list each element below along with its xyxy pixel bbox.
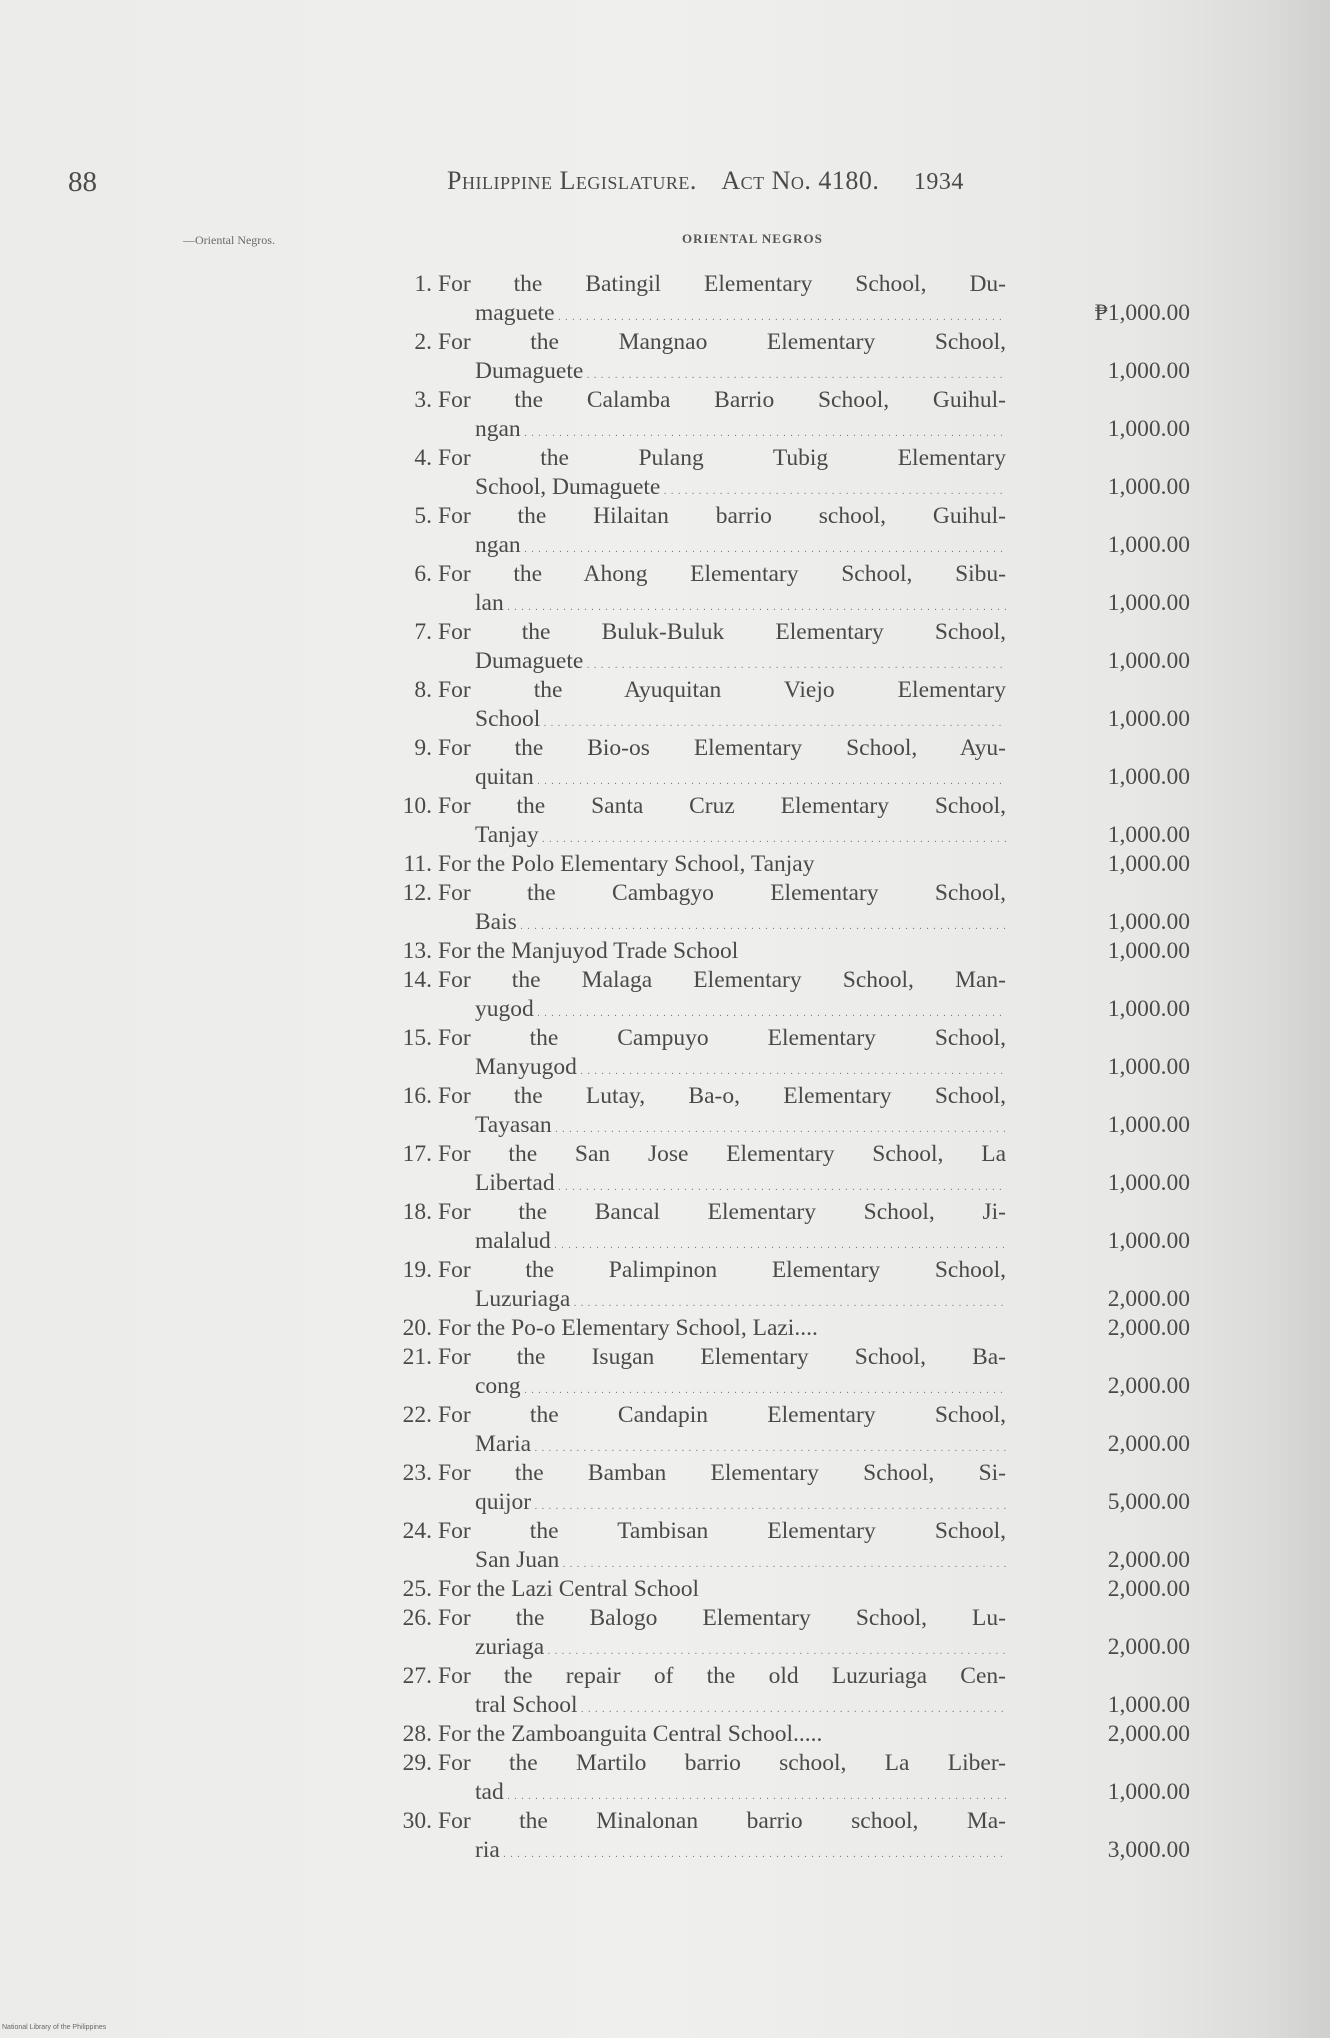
entry-description-continued: Dumaguete . . . [475, 647, 1006, 680]
entry-description-continued: tad . . . [475, 1778, 1006, 1811]
entry-description-continued: Libertad . . . [475, 1169, 1006, 1202]
entry-description: For the Calamba Barrio School, Guihul- [438, 387, 1006, 413]
list-item [370, 1198, 1190, 1256]
list-item [370, 879, 1190, 937]
entry-amount: 1,000.00 [1107, 416, 1190, 442]
entry-description: For the Po-o Elementary School, Lazi.... [438, 1315, 818, 1341]
entry-number: 14. [402, 967, 432, 993]
entry-amount: 1,000.00 [1107, 1054, 1190, 1080]
entry-description-continued: quijor . . . [475, 1488, 1006, 1521]
list-item [370, 444, 1190, 502]
entry-number: 30. [402, 1808, 432, 1834]
entry-description-continued: Bais . . . [475, 908, 1006, 941]
list-item [370, 1459, 1190, 1517]
entry-description: For the Malaga Elementary School, Man- [438, 967, 1006, 993]
entry-description: For the Candapin Elementary School, [438, 1402, 1006, 1428]
entry-amount: 1,000.00 [1107, 764, 1190, 790]
entry-line [370, 328, 1190, 357]
entry-description-continued: ria . . . [475, 1836, 1006, 1869]
entry-number: 3. [414, 387, 432, 413]
entry-description-continued: quitan . . . [475, 763, 1006, 796]
entry-line [370, 850, 1190, 879]
entry-line [370, 1401, 1190, 1430]
entry-amount: 5,000.00 [1107, 1489, 1190, 1515]
list-item [370, 1662, 1190, 1720]
entry-description: For the Ayuquitan Viejo Elementary [438, 677, 1006, 703]
entry-description: For the Mangnao Elementary School, [438, 329, 1006, 355]
running-head [447, 166, 964, 196]
entry-amount: 2,000.00 [1107, 1576, 1190, 1602]
entry-line [370, 560, 1190, 589]
entry-amount: 1,000.00 [1107, 1692, 1190, 1718]
list-item [370, 850, 1190, 879]
entry-description: For the Santa Cruz Elementary School, [438, 793, 1006, 819]
entry-amount: 1,000.00 [1107, 996, 1190, 1022]
list-item [370, 1604, 1190, 1662]
margin-note: —Oriental Negros. [183, 233, 275, 247]
entry-line [370, 1662, 1190, 1691]
entry-description: For the Bancal Elementary School, Ji- [438, 1199, 1006, 1225]
list-item [370, 1314, 1190, 1343]
entry-description: For the Pulang Tubig Elementary [438, 445, 1006, 471]
entry-description-continued: Tayasan . . . [475, 1111, 1006, 1144]
entry-description: For the Balogo Elementary School, Lu- [438, 1605, 1006, 1631]
entry-number: 1. [414, 271, 432, 297]
list-item [370, 502, 1190, 560]
entry-description: For the Batingil Elementary School, Du- [438, 271, 1006, 297]
entry-line [370, 1053, 1190, 1082]
list-item [370, 937, 1190, 966]
entry-line [370, 1024, 1190, 1053]
entry-description: For the Palimpinon Elementary School, [438, 1257, 1006, 1283]
entry-description: For the Polo Elementary School, Tanjay [438, 851, 815, 877]
entry-description: For the Martilo barrio school, La Liber- [438, 1750, 1006, 1776]
entry-line [370, 966, 1190, 995]
entry-description-continued: San Juan . . . [475, 1546, 1006, 1579]
entry-number: 5. [414, 503, 432, 529]
running-head-title: Philippine Legislature. [447, 166, 697, 195]
entry-amount: 2,000.00 [1107, 1634, 1190, 1660]
entry-description-continued: malalud . . . [475, 1227, 1006, 1260]
entry-amount: 1,000.00 [1107, 648, 1190, 674]
entry-amount: 3,000.00 [1107, 1837, 1190, 1863]
entry-amount: 1,000.00 [1107, 851, 1190, 877]
entry-description: For the Zamboanguita Central School..... [438, 1721, 823, 1747]
entry-description-continued: Tanjay . . . [475, 821, 1006, 854]
entry-line [370, 1343, 1190, 1372]
entry-line [370, 937, 1190, 966]
entry-description: For the Tambisan Elementary School, [438, 1518, 1006, 1544]
entry-number: 7. [414, 619, 432, 645]
entry-number: 20. [402, 1315, 432, 1341]
entry-description-continued: School . . . [475, 705, 1006, 738]
entry-description: For the Minalonan barrio school, Ma- [438, 1808, 1006, 1834]
list-item [370, 560, 1190, 618]
entry-line [370, 444, 1190, 473]
entry-line [370, 1575, 1190, 1604]
entry-line [370, 1256, 1190, 1285]
entry-amount: 1,000.00 [1107, 1228, 1190, 1254]
entry-amount: 2,000.00 [1107, 1547, 1190, 1573]
entry-line [370, 821, 1190, 850]
running-head-act: Act No. 4180. [721, 166, 880, 195]
entry-number: 22. [402, 1402, 432, 1428]
entry-number: 6. [414, 561, 432, 587]
entry-description: For the Bio-os Elementary School, Ayu- [438, 735, 1006, 761]
entry-description: For the Ahong Elementary School, Sibu- [438, 561, 1006, 587]
entry-amount: 2,000.00 [1107, 1373, 1190, 1399]
entry-description: For the Isugan Elementary School, Ba- [438, 1344, 1006, 1370]
entry-number: 29. [402, 1750, 432, 1776]
entry-amount: 2,000.00 [1107, 1286, 1190, 1312]
entry-amount: 2,000.00 [1107, 1315, 1190, 1341]
entry-description-continued: ngan . . . [475, 415, 1006, 448]
entry-number: 4. [414, 445, 432, 471]
entry-description-continued: maguete . . . [475, 299, 1006, 332]
list-item [370, 1401, 1190, 1459]
entry-number: 10. [402, 793, 432, 819]
entry-line [370, 1807, 1190, 1836]
list-item [370, 386, 1190, 444]
entry-line [370, 647, 1190, 676]
entry-amount: 2,000.00 [1107, 1431, 1190, 1457]
entry-amount: 1,000.00 [1107, 1170, 1190, 1196]
list-item [370, 1024, 1190, 1082]
entry-line [370, 618, 1190, 647]
entry-line [370, 415, 1190, 444]
entry-line [370, 1517, 1190, 1546]
entry-description-continued: Manyugod . . . [475, 1053, 1006, 1086]
entry-number: 12. [402, 880, 432, 906]
entry-line [370, 1285, 1190, 1314]
list-item [370, 676, 1190, 734]
entry-amount: 1,000.00 [1107, 822, 1190, 848]
entry-description-continued: zuriaga . . . [475, 1633, 1006, 1666]
entry-number: 13. [402, 938, 432, 964]
entry-number: 25. [402, 1576, 432, 1602]
entry-number: 17. [402, 1141, 432, 1167]
entry-line [370, 1111, 1190, 1140]
entry-number: 24. [402, 1518, 432, 1544]
entry-description: For the Bamban Elementary School, Si- [438, 1460, 1006, 1486]
list-item [370, 1140, 1190, 1198]
entry-line [370, 1169, 1190, 1198]
entry-amount: 1,000.00 [1107, 706, 1190, 732]
list-item [370, 1807, 1190, 1865]
list-item [370, 734, 1190, 792]
entry-description-continued: School, Dumaguete . . . [475, 473, 1006, 506]
entry-number: 23. [402, 1460, 432, 1486]
list-item [370, 792, 1190, 850]
entry-description: For the Manjuyod Trade School [438, 938, 739, 964]
list-item [370, 1517, 1190, 1575]
entry-amount: 1,000.00 [1107, 1779, 1190, 1805]
entry-description-continued: Luzuriaga . . . [475, 1285, 1006, 1318]
entry-number: 2. [414, 329, 432, 355]
entry-line [370, 995, 1190, 1024]
entry-number: 15. [402, 1025, 432, 1051]
entry-amount: 1,000.00 [1107, 909, 1190, 935]
entry-number: 21. [402, 1344, 432, 1370]
entry-description-continued: Dumaguete . . . [475, 357, 1006, 390]
entry-description-continued: cong . . . [475, 1372, 1006, 1405]
entry-number: 26. [402, 1605, 432, 1631]
entry-description: For the Cambagyo Elementary School, [438, 880, 1006, 906]
running-head-year: 1934 [913, 169, 964, 195]
entry-line [370, 763, 1190, 792]
entry-number: 8. [414, 677, 432, 703]
entry-line [370, 908, 1190, 937]
entry-line [370, 299, 1190, 328]
entry-description: For the repair of the old Luzuriaga Cen- [438, 1663, 1006, 1689]
appropriation-list [370, 270, 1190, 1865]
entry-amount: 1,000.00 [1107, 590, 1190, 616]
entry-description-continued: ngan . . . [475, 531, 1006, 564]
entry-amount: ₱1,000.00 [1094, 300, 1190, 326]
entry-line [370, 473, 1190, 502]
entry-line [370, 1488, 1190, 1517]
entry-line [370, 1459, 1190, 1488]
entry-line [370, 531, 1190, 560]
entry-number: 28. [402, 1721, 432, 1747]
entry-line [370, 676, 1190, 705]
entry-line [370, 1778, 1190, 1807]
entry-description: For the Buluk-Buluk Elementary School, [438, 619, 1006, 645]
entry-description: For the Lutay, Ba-o, Elementary School, [438, 1083, 1006, 1109]
entry-line [370, 357, 1190, 386]
entry-line [370, 502, 1190, 531]
entry-line [370, 1749, 1190, 1778]
list-item [370, 270, 1190, 328]
list-item [370, 328, 1190, 386]
footer-credit: National Library of the Philippines [2, 2024, 107, 2031]
entry-description: For the Lazi Central School [438, 1576, 700, 1602]
entry-line [370, 1082, 1190, 1111]
entry-amount: 1,000.00 [1107, 532, 1190, 558]
entry-line [370, 1604, 1190, 1633]
list-item [370, 1082, 1190, 1140]
entry-amount: 1,000.00 [1107, 358, 1190, 384]
entry-description-continued: tral School . . . [475, 1691, 1006, 1724]
entry-line [370, 386, 1190, 415]
entry-line [370, 1546, 1190, 1575]
entry-description-continued: lan . . . [475, 589, 1006, 622]
entry-line [370, 1227, 1190, 1256]
entry-number: 16. [402, 1083, 432, 1109]
entry-amount: 1,000.00 [1107, 1112, 1190, 1138]
entry-amount: 1,000.00 [1107, 474, 1190, 500]
entry-number: 11. [403, 851, 432, 877]
section-title: ORIENTAL NEGROS [682, 231, 823, 246]
entry-amount: 2,000.00 [1107, 1721, 1190, 1747]
list-item [370, 966, 1190, 1024]
entry-description-continued: yugod . . . [475, 995, 1006, 1028]
entry-number: 27. [402, 1663, 432, 1689]
entry-line [370, 705, 1190, 734]
entry-line [370, 1691, 1190, 1720]
entry-line [370, 1633, 1190, 1662]
entry-number: 18. [402, 1199, 432, 1225]
entry-line [370, 1836, 1190, 1865]
entry-line [370, 1430, 1190, 1459]
page-number: 88 [68, 166, 97, 198]
entry-line [370, 1372, 1190, 1401]
entry-line [370, 1314, 1190, 1343]
entry-line [370, 270, 1190, 299]
entry-line [370, 589, 1190, 618]
entry-line [370, 792, 1190, 821]
entry-line [370, 1140, 1190, 1169]
list-item [370, 1575, 1190, 1604]
entry-amount: 1,000.00 [1107, 938, 1190, 964]
entry-number: 9. [414, 735, 432, 761]
entry-description: For the San Jose Elementary School, La [438, 1141, 1006, 1167]
list-item [370, 1343, 1190, 1401]
entry-number: 19. [402, 1257, 432, 1283]
list-item [370, 1720, 1190, 1749]
list-item [370, 1256, 1190, 1314]
entry-line [370, 1198, 1190, 1227]
entry-description-continued: Maria . . . [475, 1430, 1006, 1463]
entry-line [370, 734, 1190, 763]
list-item [370, 618, 1190, 676]
entry-line [370, 1720, 1190, 1749]
entry-description: For the Campuyo Elementary School, [438, 1025, 1006, 1051]
entry-line [370, 879, 1190, 908]
list-item [370, 1749, 1190, 1807]
entry-description: For the Hilaitan barrio school, Guihul- [438, 503, 1006, 529]
